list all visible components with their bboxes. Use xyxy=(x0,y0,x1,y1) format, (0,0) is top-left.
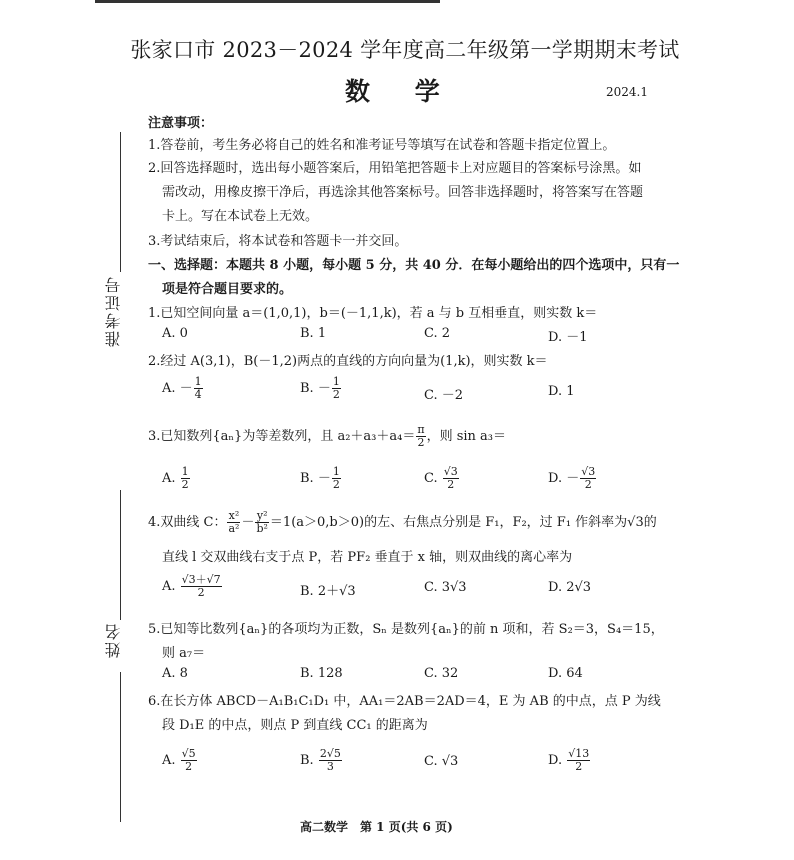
margin-line-middle xyxy=(120,490,121,620)
question-3-option-b-fraction xyxy=(332,466,341,491)
question-2-option-a-fraction xyxy=(194,376,203,401)
question-6-option-a-prefix: A. xyxy=(162,753,180,768)
question-5-option-a: A. 8 xyxy=(162,666,188,681)
question-4-option-a xyxy=(162,574,223,599)
question-6-option-c: C. √3 xyxy=(424,754,459,769)
question-2-option-b-fraction xyxy=(332,376,341,401)
fraction-denominator: 3 xyxy=(326,760,334,773)
question-5-line-2: 则 a₇＝ xyxy=(162,646,206,661)
question-3-option-b-prefix: B. － xyxy=(300,471,331,486)
notice-line-2: 2.回答选择题时，选出每小题答案后，用铅笔把答题卡上对应题目的答案标号涂黑。如 xyxy=(148,161,642,176)
question-6-option-d xyxy=(548,748,591,773)
fraction-denominator: 2 xyxy=(575,760,583,773)
exam-id-label: 准考证号 xyxy=(104,275,123,347)
question-4-option-c: C. 3√3 xyxy=(424,580,467,595)
question-6-option-d-fraction xyxy=(567,748,590,773)
question-6-option-d-prefix: D. xyxy=(548,753,567,768)
question-2-option-d: D. 1 xyxy=(548,384,575,399)
fraction-denominator: 4 xyxy=(194,388,202,401)
question-6-line-1: 6.在长方体 ABCD－A₁B₁C₁D₁ 中，AA₁＝2AB＝2AD＝4，E 为 AB 的中点，点 P 为线 xyxy=(148,694,661,709)
notice-line-5: 3.考试结束后，将本试卷和答题卡一并交回。 xyxy=(148,234,408,249)
question-3-option-a xyxy=(162,466,191,491)
question-1-option-c: C. 2 xyxy=(424,326,451,341)
question-1-option-a: A. 0 xyxy=(162,326,188,341)
question-5-option-b: B. 128 xyxy=(300,666,343,681)
question-2-stem: 2.经过 A(3,1)，B(－1,2)两点的直线的方向向量为(1,k)，则实数 k＝ xyxy=(148,354,548,369)
question-3-option-d xyxy=(548,466,597,491)
fraction-denominator: 2 xyxy=(197,586,205,599)
fraction-denominator: 2 xyxy=(417,436,425,449)
question-4-fraction-x xyxy=(227,510,240,535)
question-3-stem-fraction xyxy=(416,424,425,449)
question-1-stem: 1.已知空间向量 a＝(1,0,1)，b＝(－1,1,k)，若 a 与 b 互相垂直，则实数 k＝ xyxy=(148,306,598,321)
subject-title: 数 学 xyxy=(345,77,458,106)
section-heading-line-1: 一、选择题：本题共 8 小题，每小题 5 分，共 40 分．在每小题给出的四个选项中，只有一 xyxy=(148,258,680,273)
question-1-option-b: B. 1 xyxy=(300,326,327,341)
fraction-numerator: √3＋√7 xyxy=(181,573,221,586)
question-3-option-c-fraction xyxy=(443,466,459,491)
fraction-numerator: 1 xyxy=(181,465,189,478)
fraction-numerator: y² xyxy=(256,509,268,522)
question-3-option-a-prefix: A. xyxy=(162,471,180,486)
fraction-numerator: 1 xyxy=(332,375,340,388)
notice-line-4: 卡上。写在本试卷上无效。 xyxy=(162,209,319,224)
question-2-option-a-prefix: A. － xyxy=(162,381,193,396)
question-6-option-a-fraction xyxy=(181,748,197,773)
fraction-numerator: √5 xyxy=(181,747,196,760)
fraction-numerator: √13 xyxy=(568,747,590,760)
question-3-stem-part-a: 3.已知数列{aₙ}为等差数列，且 a₂＋a₃＋a₄＝ xyxy=(148,429,416,444)
question-3-option-c xyxy=(424,466,460,491)
question-5-option-d: D. 64 xyxy=(548,666,583,681)
fraction-numerator: π xyxy=(417,423,425,436)
question-2-option-a xyxy=(162,376,204,401)
section-heading-line-2: 项是符合题目要求的。 xyxy=(162,282,293,297)
question-4-stem xyxy=(148,510,657,535)
question-4-minus: － xyxy=(241,515,255,530)
question-3-option-c-prefix: C. xyxy=(424,471,442,486)
question-5-line-1: 5.已知等比数列{aₙ}的各项均为正数，Sₙ 是数列{aₙ}的前 n 项和，若 S₂＝3，S₄＝15， xyxy=(148,622,664,637)
question-3-option-b xyxy=(300,466,342,491)
page-footer: 高二数学 第 1 页(共 6 页) xyxy=(300,820,453,834)
question-4-option-b: B. 2＋√3 xyxy=(300,584,356,599)
fraction-denominator: b² xyxy=(256,522,268,535)
question-2-option-b-prefix: B. － xyxy=(300,381,331,396)
question-1-option-d: D. －1 xyxy=(548,330,588,345)
exam-date: 2024.1 xyxy=(606,85,648,99)
question-3-stem-part-b: ，则 sin a₃＝ xyxy=(426,429,507,444)
fraction-denominator: a² xyxy=(228,522,240,535)
question-6-option-b-prefix: B. xyxy=(300,753,318,768)
question-3-stem xyxy=(148,424,506,449)
fraction-numerator: √3 xyxy=(581,465,596,478)
notice-line-3: 需改动，用橡皮擦干净后，再选涂其他答案标号。回答非选择题时，将答案写在答题 xyxy=(162,185,644,200)
question-4-line-2: 直线 l 交双曲线右支于点 P，若 PF₂ 垂直于 x 轴，则双曲线的离心率为 xyxy=(162,550,573,565)
fraction-numerator: 1 xyxy=(194,375,202,388)
question-2-option-b xyxy=(300,376,342,401)
fraction-denominator: 2 xyxy=(185,760,193,773)
question-5-option-c: C. 32 xyxy=(424,666,459,681)
notice-title: 注意事项： xyxy=(148,116,214,131)
exam-title: 张家口市 2023－2024 学年度高二年级第一学期期末考试 xyxy=(130,38,680,62)
fraction-numerator: 1 xyxy=(332,465,340,478)
question-4-fraction-y xyxy=(255,510,268,535)
question-6-option-b-fraction xyxy=(319,748,342,773)
notice-line-1: 1.答卷前，考生务必将自己的姓名和准考证号等填写在试卷和答题卡指定位置上。 xyxy=(148,138,616,153)
question-3-option-d-prefix: D. － xyxy=(548,471,580,486)
question-4-stem-part-a: 4.双曲线 C： xyxy=(148,515,227,530)
fraction-denominator: 2 xyxy=(181,478,189,491)
fraction-numerator: 2√5 xyxy=(319,747,341,760)
question-4-option-a-prefix: A. xyxy=(162,579,180,594)
question-2-option-c: C. －2 xyxy=(424,388,464,403)
name-label: 姓名 xyxy=(104,622,123,658)
fraction-numerator: x² xyxy=(228,509,240,522)
question-6-option-b xyxy=(300,748,343,773)
fraction-denominator: 2 xyxy=(584,478,592,491)
question-4-option-a-fraction xyxy=(181,574,222,599)
question-3-option-d-fraction xyxy=(580,466,596,491)
question-4-stem-part-b: ＝1(a＞0,b＞0)的左、右焦点分别是 F₁，F₂，过 F₁ 作斜率为√3的 xyxy=(269,515,657,530)
question-4-option-d: D. 2√3 xyxy=(548,580,592,595)
question-6-line-2: 段 D₁E 的中点，则点 P 到直线 CC₁ 的距离为 xyxy=(162,718,428,733)
margin-line-bottom xyxy=(120,672,121,822)
fraction-denominator: 2 xyxy=(332,388,340,401)
top-edge-bar xyxy=(95,0,440,3)
margin-line-top xyxy=(120,132,121,272)
fraction-denominator: 2 xyxy=(332,478,340,491)
fraction-denominator: 2 xyxy=(447,478,455,491)
fraction-numerator: √3 xyxy=(443,465,458,478)
question-3-option-a-fraction xyxy=(181,466,190,491)
question-6-option-a xyxy=(162,748,198,773)
